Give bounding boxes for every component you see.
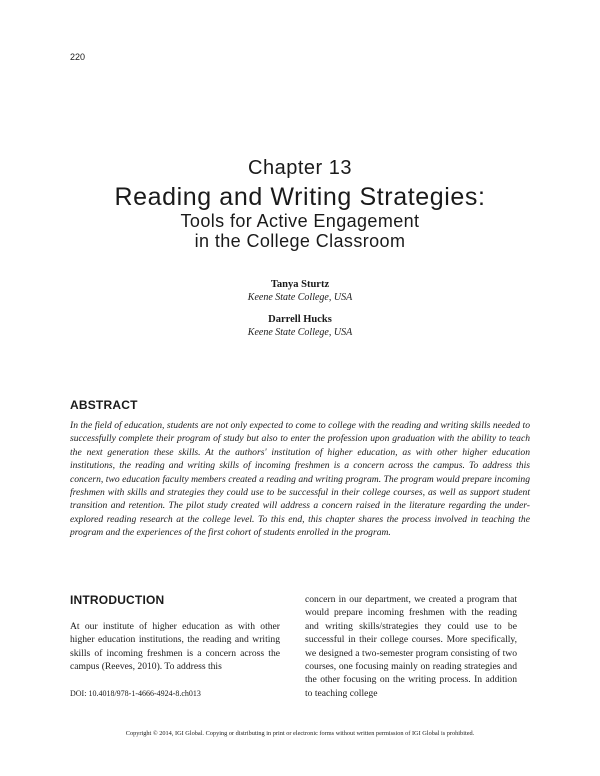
abstract-heading: ABSTRACT — [70, 398, 138, 412]
chapter-subtitle-line-1: Tools for Active Engagement — [180, 211, 420, 231]
chapter-title: Reading and Writing Strategies: — [114, 183, 486, 211]
introduction-right-column: concern in our department, we created a program that would prepare incoming freshmen with the reading and writing skills/strategies they could use to be successful in their college courses. More specifically, we designed a two-semester program consisting of two courses, one focusing mainly on reading strategies and the other focusing on the writing process. In addition to teaching college — [305, 594, 517, 699]
page-number: 220 — [70, 52, 86, 62]
introduction-left-column: At our institute of higher education as with other higher education institutions, the reading and writing skills of incoming freshmen is a concern across the campus (Reeves, 2010). To address this — [70, 621, 280, 673]
author-affiliation: Keene State College, USA — [247, 327, 353, 338]
doi: DOI: 10.4018/978-1-4666-4924-8.ch013 — [70, 689, 201, 698]
abstract-body: In the field of education, students are not only expected to come to college with the reading and writing skills needed to successfully complete their program of study but also to enter the profession upon graduation with the ability to teach the next generation these skills. At the authors' institution of higher education, as with other higher education institutions, the reading and writing skills of incoming freshmen is a concern across the campus. To address this concern, two education faculty members created a reading and writing program. The program would prepare incoming freshmen with skills and strategies they could use to be successful in their college courses, as well as support student transition and retention. The pilot study created will address a concern raised in the literature regarding the under-explored reading research at the college level. To this end, this chapter shares the process involved in teaching the program and the experiences of the first cohort of students enrolled in the program. — [70, 420, 530, 539]
chapter-label: Chapter 13 — [248, 157, 352, 179]
introduction-heading: INTRODUCTION — [70, 593, 165, 607]
chapter-subtitle-line-2: in the College Classroom — [194, 231, 406, 251]
copyright-notice: Copyright © 2014, IGI Global. Copying or distributing in print or electronic forms without written permission of IGI Global is prohibited. — [125, 730, 475, 737]
author-name: Darrell Hucks — [268, 314, 332, 325]
author-affiliation: Keene State College, USA — [247, 292, 353, 303]
author-name: Tanya Sturtz — [270, 279, 330, 290]
